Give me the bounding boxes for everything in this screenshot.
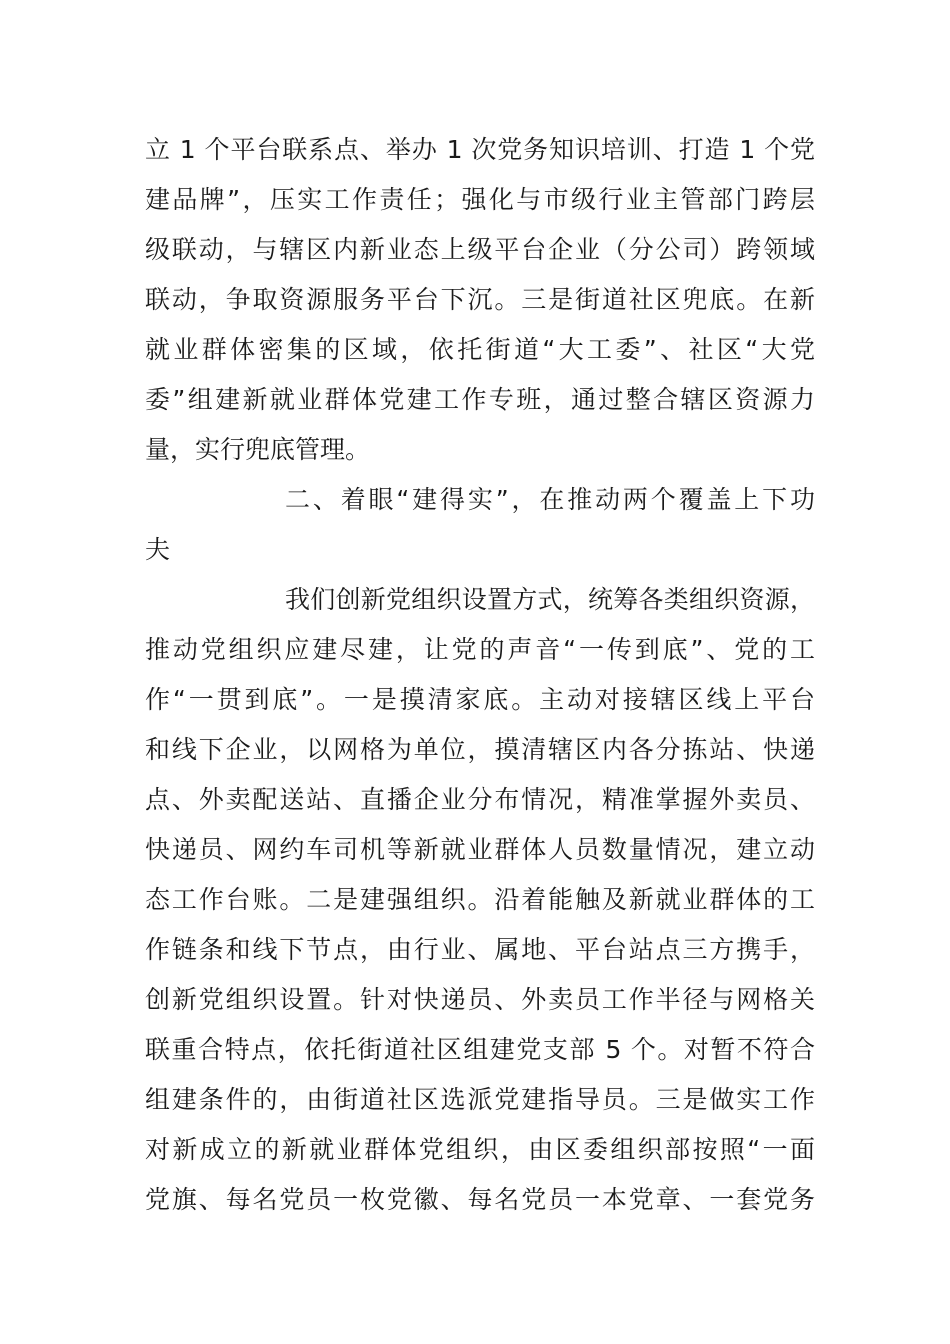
paragraph-line: 点、外卖配送站、直播企业分布情况，精准掌握外卖员、 [145, 785, 815, 814]
paragraph-line: 组建条件的，由街道社区选派党建指导员。三是做实工作 [145, 1085, 815, 1114]
paragraph-line: 量，实行兜底管理。 [145, 435, 371, 464]
paragraph-line: 委”组建新就业群体党建工作专班，通过整合辖区资源力 [145, 385, 815, 414]
section-heading: 二、着眼“建得实”，在推动两个覆盖上下功 [285, 485, 815, 514]
section-heading-continued: 夫 [145, 535, 171, 564]
paragraph-line: 推动党组织应建尽建，让党的声音“一传到底”、党的工 [145, 635, 815, 664]
paragraph-line: 作“一贯到底”。一是摸清家底。主动对接辖区线上平台 [145, 685, 815, 714]
paragraph-line: 我们创新党组织设置方式，统筹各类组织资源， [285, 585, 815, 614]
paragraph-line: 级联动，与辖区内新业态上级平台企业（分公司）跨领域 [145, 235, 815, 264]
paragraph-line: 态工作台账。二是建强组织。沿着能触及新就业群体的工 [145, 885, 815, 914]
paragraph-line: 快递员、网约车司机等新就业群体人员数量情况，建立动 [145, 835, 815, 864]
paragraph-line: 联重合特点，依托街道社区组建党支部 5 个。对暂不符合 [145, 1035, 815, 1064]
paragraph-line: 和线下企业，以网格为单位，摸清辖区内各分拣站、快递 [145, 735, 815, 764]
paragraph-line: 对新成立的新就业群体党组织，由区委组织部按照“一面 [145, 1135, 815, 1164]
paragraph-line: 建品牌”，压实工作责任；强化与市级行业主管部门跨层 [145, 185, 815, 214]
paragraph-line: 就业群体密集的区域，依托街道“大工委”、社区“大党 [145, 335, 815, 364]
paragraph-line: 联动，争取资源服务平台下沉。三是街道社区兜底。在新 [145, 285, 815, 314]
paragraph-line: 创新党组织设置。针对快递员、外卖员工作半径与网格关 [145, 985, 815, 1014]
paragraph-line: 立 1 个平台联系点、举办 1 次党务知识培训、打造 1 个党 [145, 135, 815, 164]
paragraph-line: 党旗、每名党员一枚党徽、每名党员一本党章、一套党务 [145, 1185, 815, 1214]
paragraph-line: 作链条和线下节点，由行业、属地、平台站点三方携手， [145, 935, 815, 964]
